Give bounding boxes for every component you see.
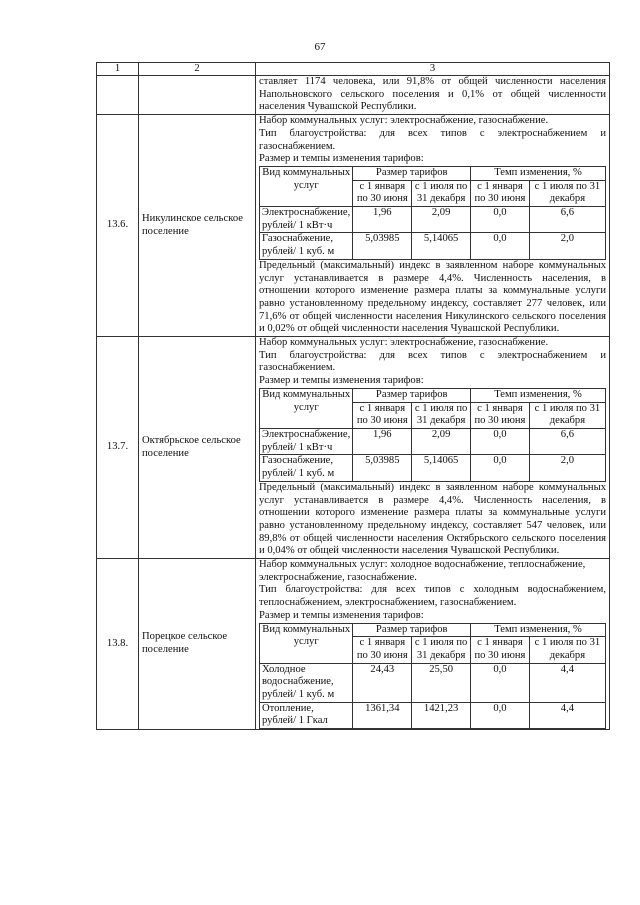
improvement-type: Тип благоустройства: для всех типов с холодным водоснабжением, теплоснабжением, электроснабжением, газоснабжением. [259,584,606,609]
services-set: Набор коммунальных услуг: холодное водоснабжение, теплоснабжение, электроснабжение, газоснабжение. [259,559,586,583]
services-set: Набор коммунальных услуг: электроснабжение, газоснабжение. [259,337,549,349]
section-row [97,559,610,730]
period-header: с 1 января по 30 июня [353,180,412,206]
tariff-service-name: Отопление, рублей/ 1 Гкал [260,702,353,728]
limit-index-text: Предельный (максимальный) индекс в заявленном наборе коммунальных услуг устанавливается в размере 4,4%. Численность населения, в отношении которого изменение размера платы за коммунальные услуги равно установленному предельному индексу, составляет 547 человек, или 89,8% от общей численности населения Октябрьского сельского поселения и 0,04% от общей численности населения Чувашской Республики. [259,481,606,557]
tariff-value: 1361,34 [353,702,412,728]
section-content [256,559,610,730]
tariff-service-name: Электроснабжение, рублей/ 1 кВт·ч [260,207,353,233]
tariff-value: 1,96 [353,207,412,233]
section-name: Никулинское сельское поселение [139,115,256,337]
period-header: с 1 июля по 31 декабря [529,637,605,663]
tariff-value: 4,4 [529,663,605,702]
tariff-row [260,428,606,454]
tariff-value: 0,0 [471,207,530,233]
section-content [256,115,610,337]
header-row [97,63,610,76]
tariff-size-header: Размер тарифов [353,388,471,402]
tariff-value: 6,6 [529,428,605,454]
tariff-row [260,702,606,728]
improvement-type: Тип благоустройства: для всех типов с электроснабжением и газоснабжением. [259,349,606,374]
section-number: 13.8. [97,559,139,730]
tariff-value: 25,50 [412,663,471,702]
tariff-row [260,207,606,233]
services-set: Набор коммунальных услуг: электроснабжение, газоснабжение. [259,115,549,127]
section-name: Порецкое сельское поселение [139,559,256,730]
tariff-value: 4,4 [529,702,605,728]
header-col-1: 1 [97,63,139,76]
tariff-service-name: Газоснабжение, рублей/ 1 куб. м [260,455,353,481]
tariff-value: 5,03985 [353,455,412,481]
tariff-caption: Размер и темпы изменения тарифов: [259,375,424,387]
tariff-value: 5,14065 [412,233,471,259]
tariff-service-name: Электроснабжение, рублей/ 1 кВт·ч [260,428,353,454]
continuation-text: ставляет 1174 человека, или 91,8% от общей численности населения Напольновского сельского поселения и 0,1% от общей численности населения Чувашской Республики. [256,76,610,115]
tariff-service-name: Холодное водоснабжение, рублей/ 1 куб. м [260,663,353,702]
tariff-value: 0,0 [471,233,530,259]
tariff-caption: Размер и темпы изменения тарифов: [259,153,424,165]
continuation-row [97,76,610,115]
period-header: с 1 января по 30 июня [471,402,530,428]
period-header: с 1 июля по 31 декабря [412,402,471,428]
tariff-row [260,455,606,481]
tariff-value: 0,0 [471,702,530,728]
tariff-value: 1421,23 [412,702,471,728]
tariff-row [260,233,606,259]
tariff-value: 2,0 [529,455,605,481]
period-header: с 1 июля по 31 декабря [412,180,471,206]
section-number: 13.7. [97,337,139,559]
tariff-kind-header: Вид коммунальных услуг [260,623,353,663]
tariff-caption: Размер и темпы изменения тарифов: [259,609,424,621]
tariff-value: 2,09 [412,207,471,233]
tariff-service-name: Газоснабжение, рублей/ 1 куб. м [260,233,353,259]
period-header: с 1 января по 30 июня [353,637,412,663]
section-number: 13.6. [97,115,139,337]
tariff-size-header: Размер тарифов [353,166,471,180]
header-col-3: 3 [256,63,610,76]
tariff-rate-header: Темп изменения, % [471,388,606,402]
period-header: с 1 января по 30 июня [471,180,530,206]
period-header: с 1 января по 30 июня [471,637,530,663]
tariff-value: 6,6 [529,207,605,233]
period-header: с 1 июля по 31 декабря [529,180,605,206]
tariff-value: 0,0 [471,663,530,702]
tariff-value: 5,14065 [412,455,471,481]
tariff-value: 5,03985 [353,233,412,259]
section-row [97,337,610,559]
section-name: Октябрьское сельское поселение [139,337,256,559]
main-table [96,62,610,730]
tariff-rate-header: Темп изменения, % [471,623,606,637]
header-col-2: 2 [139,63,256,76]
tariff-kind-header: Вид коммунальных услуг [260,166,353,206]
tariff-value: 24,43 [353,663,412,702]
improvement-type: Тип благоустройства: для всех типов с электроснабжением и газоснабжением. [259,127,606,152]
page-number: 67 [314,41,326,53]
tariff-value: 0,0 [471,455,530,481]
section-content [256,337,610,559]
tariff-value: 2,09 [412,428,471,454]
section-row [97,115,610,337]
period-header: с 1 июля по 31 декабря [412,637,471,663]
tariff-size-header: Размер тарифов [353,623,471,637]
tariff-row [260,663,606,702]
tariff-value: 1,96 [353,428,412,454]
tariff-kind-header: Вид коммунальных услуг [260,388,353,428]
tariff-value: 0,0 [471,428,530,454]
tariff-table [259,388,606,482]
period-header: с 1 января по 30 июня [353,402,412,428]
period-header: с 1 июля по 31 декабря [529,402,605,428]
tariff-value: 2,0 [529,233,605,259]
tariff-rate-header: Темп изменения, % [471,166,606,180]
tariff-table [259,166,606,260]
tariff-table [259,623,606,730]
limit-index-text: Предельный (максимальный) индекс в заявленном наборе коммунальных услуг устанавливается в размере 4,4%. Численность населения, в отношении которого изменение размера платы за коммунальные услуги равно установленному предельному индексу, составляет 277 человек, или 71,6% от общей численности населения Никулинского сельского поселения и 0,02% от общей численности населения Чувашской Республики. [259,259,606,335]
